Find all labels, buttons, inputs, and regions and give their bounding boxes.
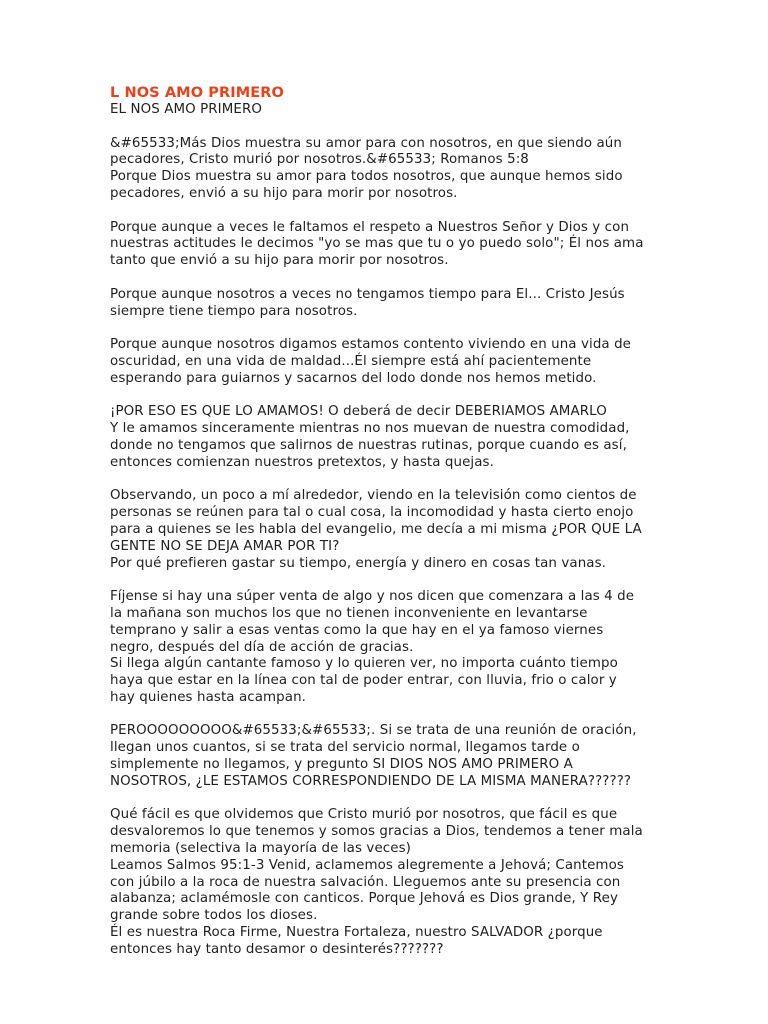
- text-line: PEROOOOOOOOO&#65533;&#65533;. Si se trata de una reunión de oración,: [110, 723, 637, 739]
- text-line: tanto que envió a su hijo para morir por nosotros.: [110, 253, 449, 269]
- document-page: [110, 84, 670, 975]
- text-line: temprano y salir a esas ventas como la que hay en el ya famoso viernes: [110, 622, 604, 638]
- text-line: haya que estar en la línea con tal de poder entrar, con lluvia, frio o calor y: [110, 673, 617, 689]
- text-line: con júbilo a la roca de nuestra salvación. Lleguemos ante su presencia con: [110, 874, 621, 890]
- document-title: L NOS AMO PRIMERO: [110, 85, 284, 101]
- text-line: pecadores, Cristo murió por nosotros.&#65533; Romanos 5:8: [110, 152, 529, 168]
- text-line: NOSOTROS, ¿LE ESTAMOS CORRESPONDIENDO DE LA MISMA MANERA??????: [110, 773, 632, 789]
- text-line: Por qué prefieren gastar su tiempo, energía y dinero en cosas tan vanas.: [110, 555, 607, 571]
- text-line: donde no tengamos que salirnos de nuestras rutinas, porque cuando es así,: [110, 437, 627, 453]
- text-line: alabanza; aclamémosle con canticos. Porque Jehová es Dios grande, Y Rey: [110, 891, 618, 907]
- text-line: esperando para guiarnos y sacarnos del lodo donde nos hemos metido.: [110, 370, 597, 386]
- text-line: desvaloremos lo que tenemos y somos gracias a Dios, tendemos a tener mala: [110, 824, 643, 840]
- paragraph: [110, 220, 670, 270]
- text-line: simplemente no llegamos, y pregunto SI DIOS NOS AMO PRIMERO A: [110, 757, 573, 773]
- text-line: Porque Dios muestra su amor para todos nosotros, que aunque hemos sido: [110, 169, 623, 185]
- text-line: Él es nuestra Roca Firme, Nuestra Fortaleza, nuestro SALVADOR ¿porque: [110, 925, 603, 941]
- paragraph: [110, 488, 670, 572]
- text-line: Porque aunque nosotros a veces no tengamos tiempo para El... Cristo Jesús: [110, 286, 625, 302]
- document-body: [110, 136, 670, 959]
- text-line: Qué fácil es que olvidemos que Cristo murió por nosotros, que fácil es que: [110, 807, 618, 823]
- text-line: para a quienes se les habla del evangelio, me decía a mi misma ¿POR QUE LA: [110, 521, 642, 537]
- text-line: Si llega algún cantante famoso y lo quieren ver, no importa cuánto tiempo: [110, 656, 618, 672]
- text-line: grande sobre todos los dioses.: [110, 908, 318, 924]
- text-line: personas se reúnen para tal o cual cosa, la incomodidad y hasta cierto enojo: [110, 505, 634, 521]
- text-line: &#65533;Más Dios muestra su amor para con nosotros, en que siendo aún: [110, 135, 622, 151]
- text-line: oscuridad, en una vida de maldad...Él siempre está ahí pacientemente: [110, 353, 592, 369]
- text-line: Y le amamos sinceramente mientras no nos muevan de nuestra comodidad,: [110, 421, 630, 437]
- text-line: hay quienes hasta acampan.: [110, 689, 307, 705]
- text-line: Fíjense si hay una súper venta de algo y nos dicen que comenzara a las 4 de: [110, 589, 635, 605]
- paragraph: [110, 723, 670, 790]
- text-line: GENTE NO SE DEJA AMAR POR TI?: [110, 538, 340, 554]
- text-line: pecadores, envió a su hijo para morir por nosotros.: [110, 185, 458, 201]
- paragraph: [110, 337, 670, 387]
- text-line: entonces hay tanto desamor o desinterés???????: [110, 941, 444, 957]
- text-line: nuestras actitudes le decimos "yo se mas que tu o yo puedo solo"; Él nos ama: [110, 236, 644, 252]
- text-line: Porque aunque a veces le faltamos el respeto a Nuestros Señor y Dios y con: [110, 219, 630, 235]
- text-line: ¡POR ESO ES QUE LO AMAMOS! O deberá de decir DEBERIAMOS AMARLO: [110, 404, 607, 420]
- paragraph: [110, 807, 670, 958]
- paragraph: [110, 404, 670, 471]
- text-line: Observando, un poco a mí alrededor, viendo en la televisión como cientos de: [110, 488, 637, 504]
- text-line: Porque aunque nosotros digamos estamos contento viviendo en una vida de: [110, 337, 632, 353]
- text-line: siempre tiene tiempo para nosotros.: [110, 303, 358, 319]
- paragraph: [110, 589, 670, 707]
- text-line: entonces comienzan nuestros pretextos, y hasta quejas.: [110, 454, 494, 470]
- text-line: llegan unos cuantos, si se trata del servicio normal, llegamos tarde o: [110, 740, 580, 756]
- paragraph: [110, 287, 670, 321]
- text-line: la mañana son muchos los que no tienen inconveniente en levantarse: [110, 605, 588, 621]
- paragraph: [110, 136, 670, 203]
- document-subtitle: EL NOS AMO PRIMERO: [110, 102, 262, 117]
- text-line: Leamos Salmos 95:1-3 Venid, aclamemos alegremente a Jehová; Cantemos: [110, 857, 624, 873]
- text-line: memoria (selectiva la mayoría de las veces): [110, 841, 411, 857]
- text-line: negro, después del día de acción de gracias.: [110, 639, 414, 655]
